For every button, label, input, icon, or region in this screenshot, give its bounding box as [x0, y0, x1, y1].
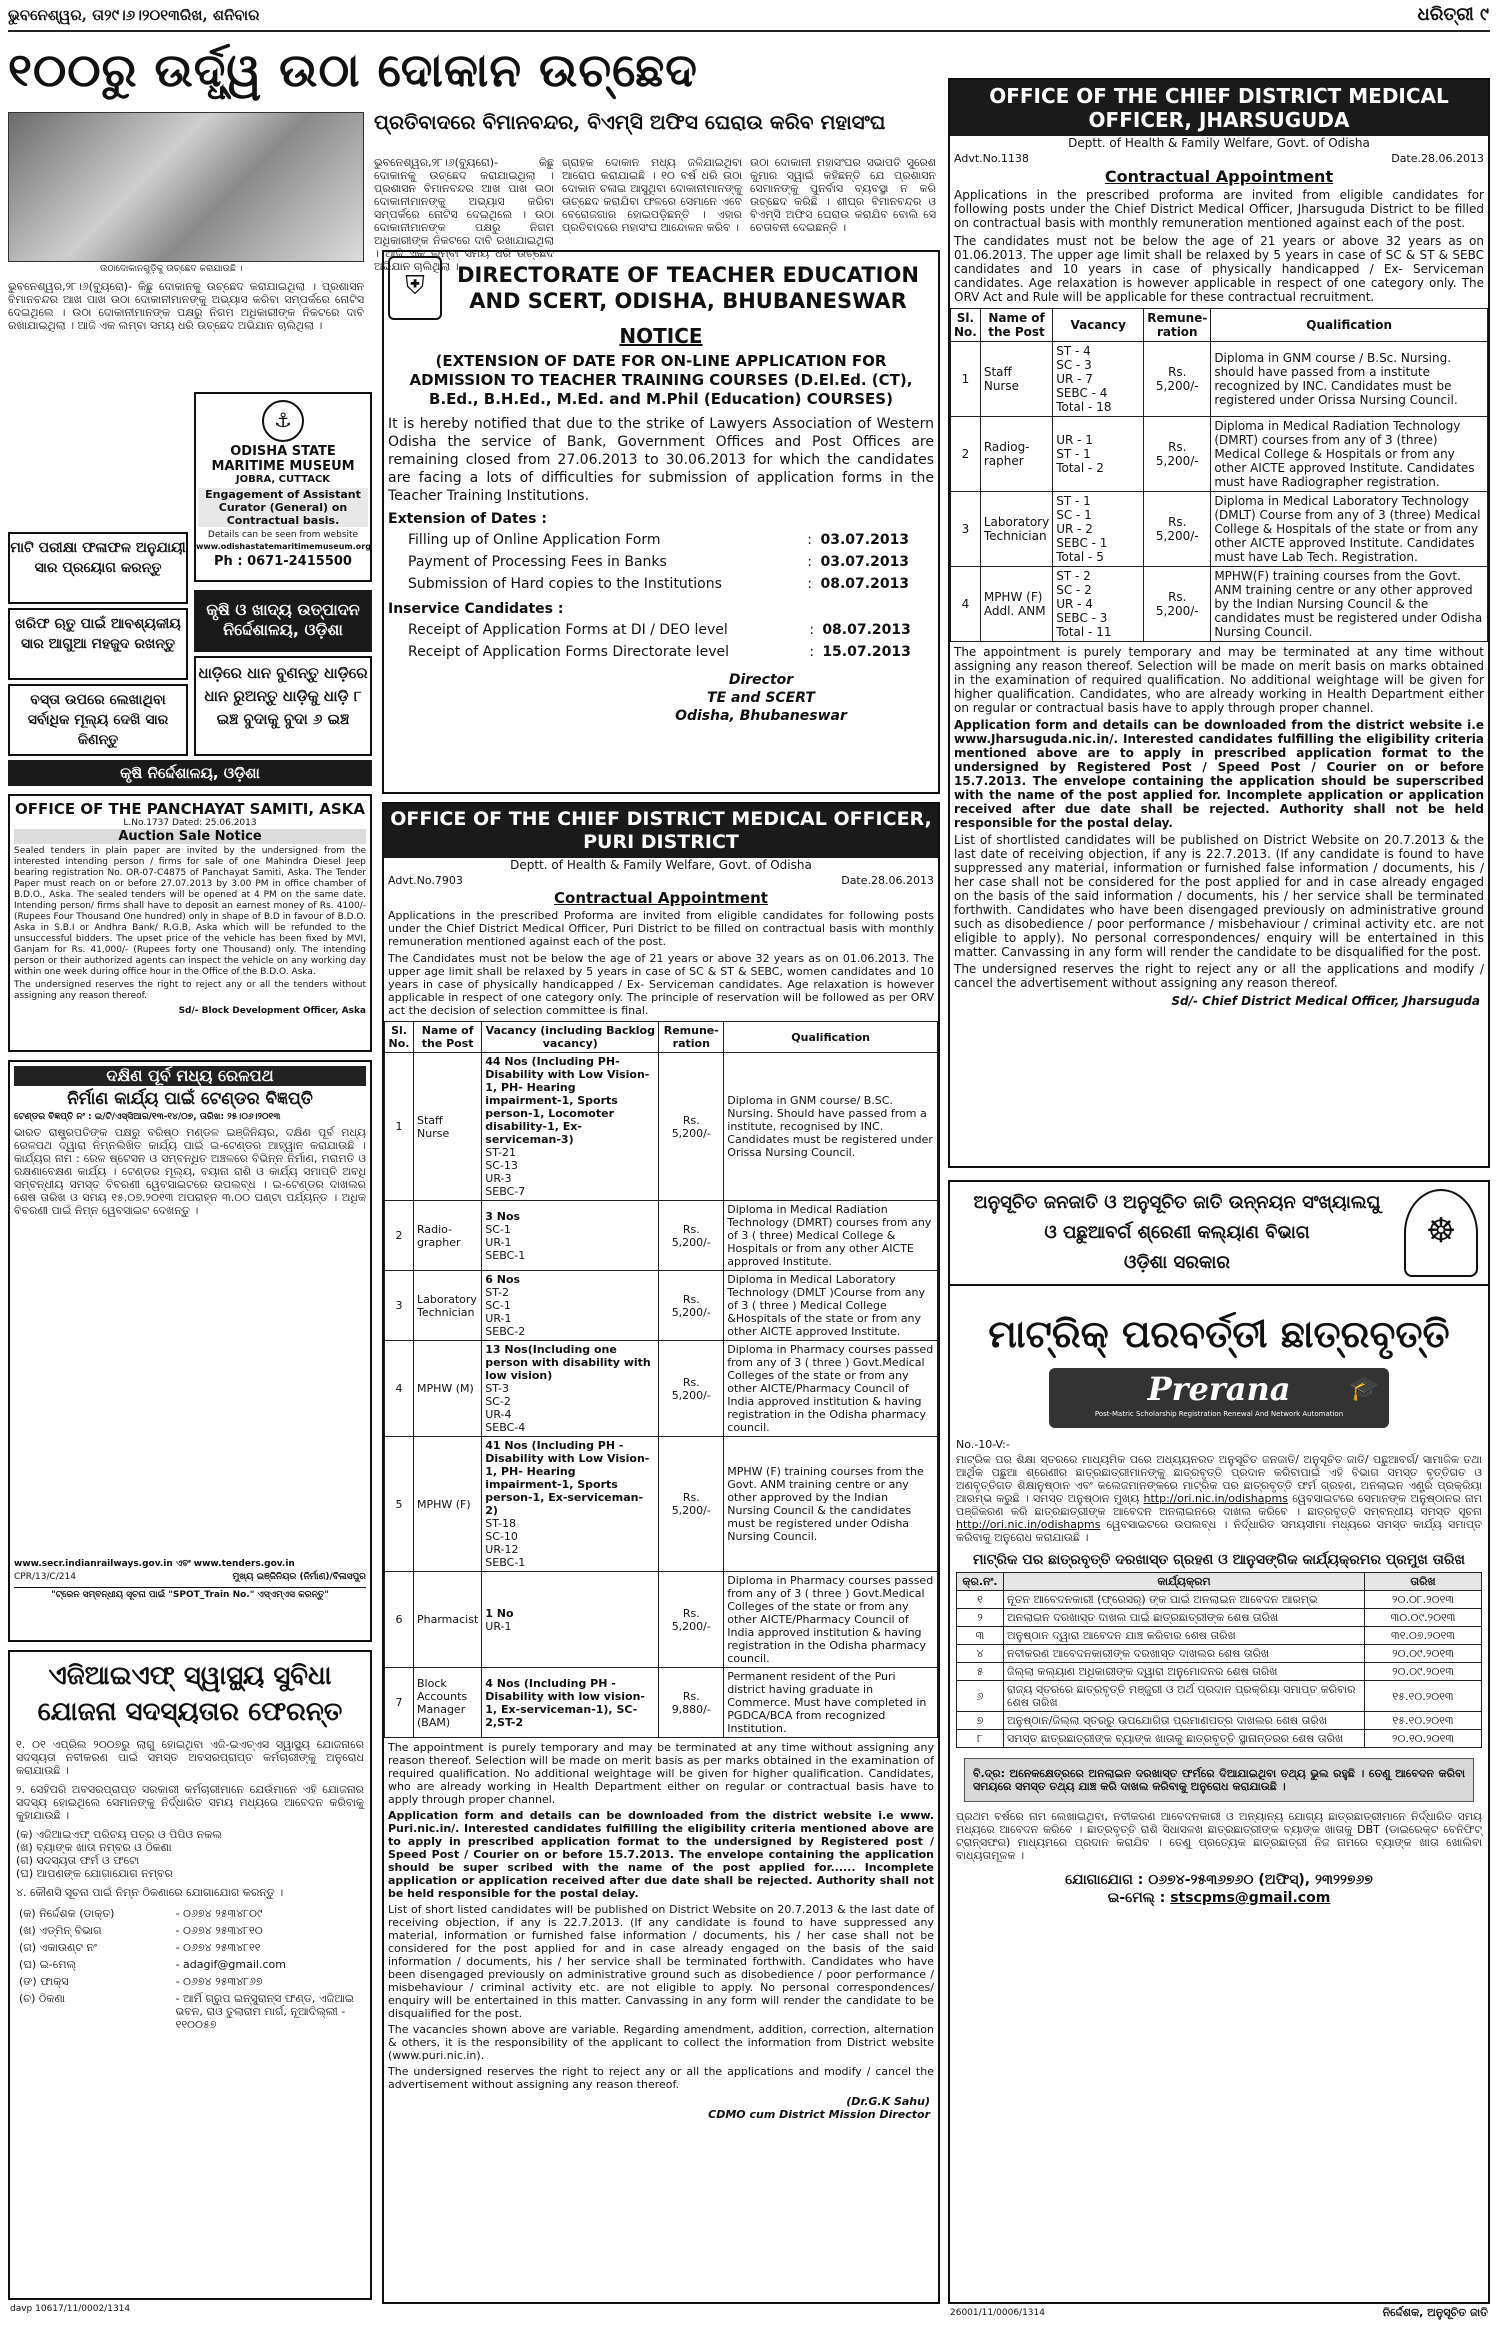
scert-date-label: Submission of Hard copies to the Institutions — [408, 576, 722, 592]
puri-post: MPHW (F) — [414, 1437, 482, 1572]
scert-inservice-date-label: Receipt of Application Forms at DI / DEO level — [408, 622, 728, 638]
sc-row-task: ନବୀକରଣ ଆବେଦନକାରୀଙ୍କ ଦରଖାସ୍ତ ଦାଖଲର ଶେଷ ତାରିଖ — [1004, 1645, 1365, 1663]
jhar-post: Radiog- rapher — [980, 417, 1052, 492]
jhar-sl: 4 — [951, 567, 981, 642]
jhar-qual: Diploma in Medical Laboratory Technology (DMLT) Course from any of 3 (three) Medical College & Hospitals of the state or from any other AICTE approved Institute. Candidates must have Lab Tech. Registration. — [1211, 492, 1488, 567]
sc-row-date: ୨୦.୦୮.୨୦୧୩ — [1365, 1591, 1482, 1609]
aiif-contact-value: - ୦୬୭୪ ୨୫୩୪୮୦୯ — [175, 1907, 263, 1920]
puri-rem: Rs. 5,200/- — [659, 1271, 724, 1341]
sc-dept3: ଓଡ଼ିଶା ସରକାର — [1124, 1252, 1230, 1273]
table-row — [951, 417, 1488, 492]
jhar-post: Laboratory Technician — [980, 492, 1052, 567]
puri-vacancy: 3 Nos — [485, 1209, 521, 1223]
sc-row-date: ୨୦.୦୯.୨୦୧୩ — [1365, 1663, 1482, 1681]
jhar-qual: Diploma in GNM course / B.Sc. Nursing. should have passed from a institute recognized by INC. Candidates must be registered under Orissa Nursing Council. — [1211, 342, 1488, 417]
agri-footer: କୃଷି ନିର୍ଦ୍ଦେଶାଳୟ, ଓଡ଼ିଶା — [8, 760, 372, 786]
demolition-photo — [8, 112, 364, 262]
puri-p2: The Candidates must not be below the age of 21 years or above 32 years as on 01.06.2013. The upper age limit shall be relaxed by 5 years in case of SC & ST & SEBC, women candidates and 10 years in case of physically handicapped / Ex- Serviceman candidates. Age relaxation is however applicable in respect of one category only. The principle of reservation will be followed as per ORV act the decision of selection committee is final. — [388, 952, 934, 1017]
puri-col-header: Name of the Post — [414, 1022, 482, 1053]
aiif-contact-key: (କ) ନିର୍ଦ୍ଦେଶକ (ଡାକ୍ତ) — [19, 1907, 115, 1920]
jhar-vacancy: UR - 1 ST - 1 Total - 2 — [1053, 417, 1144, 492]
aiif-contact-value: - ୦୬୭୪ ୨୫୩୪୮୬୭ — [175, 1975, 263, 1988]
aska-subtitle: Auction Sale Notice — [14, 829, 366, 844]
graduation-cap-icon: 🎓 — [1349, 1374, 1379, 1402]
puri-title: OFFICE OF THE CHIEF DISTRICT MEDICAL OFFICER, PURI DISTRICT — [384, 804, 938, 858]
photo-caption: ଉଠାଦୋକାନଗୁଡ଼ିକୁ ଉଚ୍ଛେଦ କରାଯାଉଛି । — [100, 264, 243, 274]
anchor-icon: ⚓ — [262, 400, 304, 442]
jhar-sl: 2 — [951, 417, 981, 492]
aiif-contact-value: - ଆର୍ମି ଗ୍ରୁପ ଇନ୍‌ସୁରାନ୍ସ ଫଣ୍ଡ, ଏଜିଆଇ ଭବନ, ରାଓ ତୁଲାରାମ ମାର୍ଗ, ନୂଆଦିଲ୍ଲୀ - ୧୧୦୦୫୭ — [175, 1992, 354, 2031]
aska-lno: L.No.1737 Dated: 25.06.2013 — [123, 818, 257, 828]
puri-dept: Deptt. of Health & Family Welfare, Govt. of Odisha — [510, 858, 812, 872]
jhar-rem: Rs. 5,200/- — [1144, 492, 1211, 567]
puri-vacancy: 41 Nos (Including PH - Disability with Low Vision-1, PH- Hearing impairment-1, Sports person-1, Ex-serviceman-2) — [485, 1439, 650, 1517]
scert-sign2: TE and SCERT — [707, 690, 815, 706]
prerana-logo — [1049, 1368, 1389, 1428]
puri-col-header: Vacancy (including Backlog vacancy) — [482, 1022, 659, 1053]
agri-slogan: ଧାଡ଼ିରେ ଧାନ ବୁଣନ୍ତୁ ଧାଡ଼ିରେ ଧାନ ରୁଅନ୍ତୁ ଧାଡ଼ିକୁ ଧାଡ଼ି ୮ ଇଞ୍ଚ ବୁଦାକୁ ବୁଦା ୬ ଇଞ୍ଚ — [194, 656, 372, 756]
sc-ref: 26001/11/0006/1314 — [950, 2308, 1045, 2318]
scert-sign3: Odisha, Bhubaneswar — [675, 708, 847, 724]
puri-sl: 1 — [385, 1053, 414, 1201]
jhar-post: MPHW (F) Addl. ANM — [980, 567, 1052, 642]
prerana-subtitle: Post-Matric Scholarship Registration Renewal And Network Automation — [1094, 1410, 1344, 1418]
puri-vacancy: 44 Nos (Including PH- Disability with Low Vision-1, PH- Hearing impairment-1, Sports person-1, Locomoter disability-1, Ex-serviceman-3) — [485, 1055, 650, 1146]
sc-row-no: ୫ — [957, 1663, 1004, 1681]
sc-intro3: ୱେବସାଇଟରେ ଉପଲବ୍ଧ । ନିର୍ଦ୍ଧାରିତ ସମୟସୀମା ମଧ୍ୟରେ ସମସ୍ତ କାର୍ଯ୍ୟ ସମାପ୍ତ କରିବାକୁ ଅନୁରୋଧ କରାଯାଉଛି । — [956, 1518, 1483, 1544]
puri-vacancy: 6 Nos — [485, 1273, 521, 1286]
puri-qual: Diploma in Medical Laboratory Technology (DMLT )Course from any of 3 ( three ) Medical College &Hospitals of the state or from any other AICTE approved Institute. — [724, 1271, 938, 1341]
aiif-list-item: (ଘ) ଆପଣଙ୍କ ଯୋଗାଯୋଗ ନମ୍ବର — [16, 1867, 173, 1880]
puri-p4: Application form and details can be downloaded from the district website i.e www. Puri.nic.in/. Interested candidates fulfilling the eligibility criteria mentioned above are to apply in prescribed application format to the undersigned by Registered post / Speed Post / Courier on or before 15.7.2013. The envelope containing the application should be super scribed with the name of the post applied for...... Incomplete application or application received after due date shall be rejected. Authority shall not be held responsible for the postal delay. — [388, 1809, 934, 1900]
sc-intro2: ୱେବସାଇଟରେ ସେମାନଙ୍କ ଅନୁଷ୍ଠାନର ନାମ ପଞ୍ଜିକରଣ କରି ଛାତ୍ରଛାତ୍ରୀଙ୍କ ଆବେଦନ ଅନଲାଇନରେ ଦାଖଲ କରିବେ । ଛାତ୍ରବୃତ୍ତି ସମ୍ବନ୍ଧୀୟ ସମସ୍ତ ସୂଚନା — [956, 1492, 1482, 1518]
table-row — [385, 1201, 938, 1271]
sc-row-date: ୨୦.୧୦.୨୦୧୩ — [1365, 1730, 1482, 1748]
puri-vacancy: 1 No — [485, 1606, 514, 1620]
table-row — [385, 1053, 938, 1201]
masthead-rule — [8, 30, 1490, 32]
puri-rem: Rs. 5,200/- — [659, 1341, 724, 1437]
puri-p5: List of short listed candidates will be published on District Website on 20.7.2013 & the last date of receiving objection, if any is 22.7.2013. (If any candidate is found to have suppressed any material, information or furnished false information / documents, his / her case shall not be considered for the post applied for and in case already engaged on the basis of the said information / documents, his / her service shall be terminated forthwith. Candidates who have been disengaged previously on administrative ground such as disobedience / poor performance / misbehaviour / criminal activity etc. are not eligible to apply. No personal correspondences/ enquiry will be entertained in this matter. Canvassing in any form will render the candidate to be disqualified for the post. — [388, 1903, 934, 2020]
jhar-table — [950, 308, 1488, 642]
railway-ref: ଟେଣ୍ଡର ବିଜ୍ଞପ୍ତି ନଂ : ଇ/ଟି/ଏସ୍‌ସିଆର/୧୩-୧୪/୦୭, ତାରିଖ: ୨୫।୦୬।୨୦୧୩ — [14, 1112, 281, 1122]
aiif-p1: ୧. ୦୧ ଏପ୍ରିଲ ୨୦୦୭ରୁ ଲାଗୁ ହୋଇଥିବା ଏଜି-ଇଏଚ୍‌ଏସ ସ୍ୱାସ୍ଥ୍ୟ ଯୋଜନାରେ ସଦସ୍ୟତା ନବୀକରଣ ପାଇଁ ସମସ୍ତ ଅବସରପ୍ରାପ୍ତ କର୍ମଚାରୀଙ୍କୁ ଅନୁରୋଧ କରାଯାଉଛି । — [16, 1738, 364, 1777]
railway-subtitle: ନିର୍ମାଣ କାର୍ଯ୍ୟ ପାଇଁ ଟେଣ୍ଡର ବିଜ୍ଞପ୍ତି — [67, 1089, 313, 1109]
sc-table-title: ମାଟ୍ରିକ ପର ଛାତ୍ରବୃତ୍ତି ଦରଖାସ୍ତ ଗ୍ରହଣ ଓ ଆନୁସଙ୍ଗିକ କାର୍ଯ୍ୟକ୍ରମର ପ୍ରମୁଖ ତାରିଖ — [973, 1552, 1465, 1568]
puri-post: Pharmacist — [414, 1572, 482, 1668]
puri-vacancy-split: ST-18 SC-10 UR-12 SEBC-1 — [485, 1517, 526, 1569]
jhar-title: OFFICE OF THE CHIEF DISTRICT MEDICAL OFFICER, JHARSUGUDA — [950, 80, 1488, 136]
aska-notice — [8, 794, 372, 1052]
jhar-dept: Deptt. of Health & Family Welfare, Govt. of Odisha — [1068, 136, 1370, 150]
sc-row-no: ୪ — [957, 1645, 1004, 1663]
puri-vacancy-split: ST-2 SC-1 UR-1 SEBC-2 — [485, 1286, 526, 1338]
puri-heading: Contractual Appointment — [554, 889, 768, 907]
scert-date-label: Payment of Processing Fees in Banks — [408, 554, 667, 570]
sc-dept2: ଓ ପଛୁଆବର୍ଗ ଶ୍ରେଣୀ କଲ୍ୟାଣ ବିଭାଗ — [1044, 1222, 1310, 1243]
jhar-p6: The undersigned reserves the right to reject any or all the applications and modify / cancel the advertisement without assigning any reason thereof. — [954, 962, 1484, 990]
jhar-col-header: Vacancy — [1053, 309, 1144, 342]
puri-col-header: Remune- ration — [659, 1022, 724, 1053]
scert-title: DIRECTORATE OF TEACHER EDUCATION AND SCERT, ODISHA, BHUBANESWAR — [457, 263, 919, 313]
aiif-contact-key: (ଗ) ଏକାଉଣ୍ଟ ନଂ — [19, 1941, 97, 1954]
sc-row-date: ୧୫.୧୦.୨୦୧୩ — [1365, 1712, 1482, 1730]
sc-scheme: ମାଟ୍ରିକ୍ ପରବର୍ତ୍ତୀ ଛାତ୍ରବୃତ୍ତି — [988, 1311, 1450, 1356]
table-row — [957, 1627, 1482, 1645]
jhar-col-header: Name of the Post — [980, 309, 1052, 342]
museum-ad — [194, 392, 372, 582]
jhar-col-header: Sl. No. — [951, 309, 981, 342]
aiif-p4: ୪. କୌଣସି ସୂଚନା ପାଇଁ ନିମ୍ନ ଠିକଣାରେ ଯୋଗାଯୋଗ କରନ୍ତୁ । — [16, 1886, 284, 1899]
museum-details: Details can be seen from website — [207, 530, 359, 540]
jhar-sign: Sd/- Chief District Medical Officer, Jharsuguda — [1171, 994, 1480, 1008]
jhar-heading: Contractual Appointment — [1104, 167, 1334, 186]
table-row — [957, 1681, 1482, 1712]
railway-sign: ମୁଖ୍ୟ ଇଞ୍ଜିନିୟର (ନିର୍ମାଣ)/ବିଳାସପୁର — [232, 1572, 366, 1582]
puri-rem: Rs. 5,200/- — [659, 1437, 724, 1572]
aiif-contact-key: (ଘ) ଇ-ମେଲ୍ — [19, 1958, 77, 1971]
sc-row-task: ଅନୁଷ୍ଠାନ/ଜିଲ୍ଲା ସ୍ତରରୁ ଉପଯୋଗିତା ପ୍ରମାଣପତ୍ର ଦାଖଲର ଶେଷ ତାରିଖ — [1004, 1712, 1365, 1730]
puri-col-header: Qualification — [724, 1022, 938, 1053]
puri-rem: Rs. 5,200/- — [659, 1572, 724, 1668]
museum-phone: Ph : 0671-2415500 — [214, 554, 352, 569]
puri-vacancy: 4 Nos (Including PH - Disability with low vision-1, Ex-serviceman-1), SC-2,ST-2 — [485, 1676, 645, 1729]
aiif-list-item: (ଖ) ବ୍ୟାଙ୍କ ଖାତା ନମ୍ବର ଓ ଠିକଣା — [16, 1841, 172, 1854]
scholarship-notice — [948, 1180, 1490, 2304]
jhar-rem: Rs. 5,200/- — [1144, 417, 1211, 492]
scert-notice-label: NOTICE — [619, 324, 703, 348]
sc-email[interactable]: stscpms@gmail.com — [1170, 1890, 1331, 1906]
aska-body: Sealed tenders in plain paper are invited by the undersigned from the interested intending person / firms for sale of one Mahindra Diesel Jeep bearing registration No. OR-07-C4875 of Panchayat Samiti, Aska. The Tender Paper must reach on or before 27.07.2013 by 3.00 PM in office chamber of B.D.O., Aska. The sealed tenders will be opened at 4 PM on the same date. Intending person/ firms shall have to deposit an earnest money of Rs. 4100/- (Rupees Four Thousand One hundred) only in shape of B.D in favour of B.D.O. Aska in S.B.I or Andhra Bank/ R.G.B, Aska which will be refunded to the unsuccessful bidders. The upset price of the vehicle has been fixed by MVI, Ganjam for Rs. 41,000/- (Rupees forty one Thousand) only. The intending person or their authorized agents can inspect the vehicle on any working day within one week during office hour in the Office of the B.D.O. Aska. — [14, 846, 366, 977]
sc-row-task: ନୂତନ ଆବେଦନକାରୀ (ଫ୍ରେସର୍) ଙ୍କ ପାଇଁ ଅନଲାଇନ ଆବେଦନ ଆରମ୍ଭ — [1004, 1591, 1365, 1609]
puri-table — [384, 1021, 938, 1738]
museum-website: www.odishastatemaritimemuseum.org — [196, 542, 371, 551]
scert-date-value: 03.07.2013 — [820, 554, 910, 570]
puri-post: MPHW (M) — [414, 1341, 482, 1437]
puri-advt: Advt.No.7903 — [388, 874, 463, 887]
table-row — [951, 567, 1488, 642]
news-col1: ଭୁବନେଶ୍ୱର,୨୮।୬(ବ୍ୟୁରୋ)- କିଛୁ ଦୋକାନକୁ ଉଚ୍ଛେଦ କରାଯାଇଥିଲା । ପ୍ରଶାସନ ବିମାନବନ୍ଦର ଆଖ ପାଖ ଉଠା ଦୋକାନୀମାନଙ୍କୁ ଅଭ୍ୟାସ କରିବା ସମ୍ପର୍କରେ ନୋଟିସ ଦେଇଥିଲେ । ଉଠା ଦୋକାନୀମାନଙ୍କ ପକ୍ଷରୁ ନିଗମ ଅଧିକାରୀଙ୍କ ନିକଟରେ ଦାବି ରଖାଯାଇଥିଲା । ଆଜି ଏକ ଲମ୍ବା ସମୟ ଧରି ଉଚ୍ଛେଦ ଅଭିଯାନ ଚାଲିଥିଲା । — [374, 156, 554, 273]
puri-notice — [382, 802, 940, 2304]
news-col2: ଗ୍ରାହକ ଦୋକାନ ମଧ୍ୟ ଜଳିଯାଇଥିବା ଆରୋପ କରାଯାଇଛି । ୧୦ ବର୍ଷ ଧରି ଉଠା ଦୋକାନ ଚଳାଇ ଆସୁଥିବା ଦୋକାନୀମାନଙ୍କୁ ଉଚ୍ଛେଦ କରାଯିବା ଫଳରେ ସେମାନେ ଏବେ ବେରୋଜଗାର ହୋଇପଡ଼ିଛନ୍ତି । ଏହାର ପ୍ରତିବାଦରେ ମହାସଂଘ ଆନ୍ଦୋଳନ କରିବ । — [562, 156, 742, 234]
jhar-vacancy: ST - 4 SC - 3 UR - 7 SEBC - 4 Total - 18 — [1053, 342, 1144, 417]
jhar-p3: The appointment is purely temporary and may be terminated at any time without assigning any reason thereof. Selection will be made on merit basis on marks obtained in the examination of required qualification. No additional weightage will be given for higher qualification. Candidates, who are already working in Health Department either on regular or contractual basis have to apply through proper channel. — [954, 645, 1484, 715]
sc-row-no: ୬ — [957, 1681, 1004, 1712]
puri-qual: Diploma in GNM course/ B.SC. Nursing. Should have passed from a institute, recognised by INC. Candidates must be registered under Orissa Nursing Council. — [724, 1053, 938, 1201]
museum-title: ODISHA STATE MARITIME MUSEUM — [211, 444, 355, 474]
railway-title: ଦକ୍ଷିଣ ପୂର୍ବ ମଧ୍ୟ ରେଳପଥ — [14, 1066, 366, 1086]
table-row — [957, 1591, 1482, 1609]
railway-tender — [8, 1060, 372, 1642]
agri-line1: ମାଟି ପରୀକ୍ଷା ଫଳାଫଳ ଅନୁଯାୟୀ ସାର ପ୍ରୟୋଗ କରନ୍ତୁ — [8, 532, 188, 604]
table-row — [951, 342, 1488, 417]
scert-body: It is hereby notified that due to the strike of Lawyers Association of Western Odisha the service of Bank, Government Offices and Post Offices are remaining closed from 27.06.2013 to 30.06.2013 for which the candidates are facing a lots of difficulties for submission of application forms in the Teacher Training Institutions. — [388, 416, 934, 504]
puri-p7: The undersigned reserves the right to reject any or all the applications and modify / cancel the advertisement without assigning any reason thereof. — [388, 2065, 934, 2091]
table-row — [385, 1668, 938, 1738]
puri-post: Laboratory Technician — [414, 1271, 482, 1341]
puri-sl: 5 — [385, 1437, 414, 1572]
railway-cpr: CPR/13/C/214 — [14, 1572, 76, 1582]
jhar-col-header: Remune- ration — [1144, 309, 1211, 342]
scert-emblem-icon: ⛨ — [388, 256, 442, 320]
puri-sign2: CDMO cum District Mission Director — [708, 2108, 930, 2121]
puri-rem: Rs. 5,200/- — [659, 1053, 724, 1201]
jhar-vacancy: ST - 1 SC - 1 UR - 2 SEBC - 1 Total - 5 — [1053, 492, 1144, 567]
table-row — [385, 1437, 938, 1572]
sc-email-label: ଇ-ମେଲ୍ : — [1107, 1890, 1166, 1906]
sc-row-task: ଅନୁଷ୍ଠାନ ଦ୍ୱାରା ଆବେଦନ ଯାଞ୍ଚ କରିବାର ଶେଷ ତାରିଖ — [1004, 1627, 1365, 1645]
railway-body: ଭାରତ ରାଷ୍ଟ୍ରପତିଙ୍କ ପକ୍ଷରୁ ବରିଷ୍ଠ ମଣ୍ଡଳ ଇଞ୍ଜିନିୟର, ଦକ୍ଷିଣ ପୂର୍ବ ମଧ୍ୟ ରେଳପଥ ଦ୍ୱାରା ନିମ୍ନଲିଖିତ କାର୍ଯ୍ୟ ପାଇଁ ଇ-ଟେଣ୍ଡର ଆହ୍ୱାନ କରାଯାଉଛି । କାର୍ଯ୍ୟର ନାମ : ରେଳ ଷ୍ଟେସନ ଓ ସମ୍ବନ୍ଧିତ ଅଞ୍ଚଳରେ ବିଭିନ୍ନ ନିର୍ମାଣ, ମରାମତି ଓ ରକ୍ଷଣାବେକ୍ଷଣ କାର୍ଯ୍ୟ । ଟେଣ୍ଡର ମୂଲ୍ୟ, ବୟାନା ରାଶି ଓ କାର୍ଯ୍ୟ ସମାପ୍ତି ଅବଧି ସମ୍ବନ୍ଧୀୟ ସମସ୍ତ ବିବରଣୀ ୱେବସାଇଟରେ ଉପଲବ୍ଧ । ଇ-ଟେଣ୍ଡର ଦାଖଲର ଶେଷ ତାରିଖ ଓ ସମୟ ୧୫.୦୭.୨୦୧୩ ଅପରାହ୍ନ ୩.୦୦ ଘଣ୍ଟା ପର୍ଯ୍ୟନ୍ତ । ଅଧିକ ବିବରଣୀ ପାଇଁ ନିମ୍ନ ୱେବସାଇଟ ଦେଖନ୍ତୁ । — [14, 1126, 366, 1217]
jhar-p4: Application form and details can be downloaded from the district website i.e www.Jharsuguda.nic.in/. Interested candidates fulfilling the eligibility criteria mentioned above are to apply in prescribed application format to the undersigned by Registered Post / Speed Post / Courier on or before 15.7.2013. The envelope containing the application should be superscribed with the name of the post applied for. Incomplete application or application received after due date shall be rejected. Authority shall not be held responsible for the postal delay. — [954, 718, 1484, 830]
scert-inservice-label: Inservice Candidates : — [388, 601, 564, 617]
jhar-rem: Rs. 5,200/- — [1144, 342, 1211, 417]
scert-date-label: Filling up of Online Application Form — [408, 532, 661, 548]
puri-p6: The vacancies shown above are variable. Regarding amendment, addition, correction, alternation & others, it is the responsibility of the applicant to collect the information from District website (www.puri.nic.in). — [388, 2023, 934, 2062]
sc-row-no: ୨ — [957, 1609, 1004, 1627]
jhar-vacancy: ST - 2 SC - 2 UR - 4 SEBC - 3 Total - 11 — [1053, 567, 1144, 642]
sc-row-date: ୧୫.୧୦.୨୦୧୩ — [1365, 1681, 1482, 1712]
puri-rem: Rs. 9,880/- — [659, 1668, 724, 1738]
news-col3: ଉଠା ଦୋକାନୀ ମହାସଂଘର ସଭାପତି ସୁରେଶ କୁମାର ସ୍ୱାଇଁ କହିଛନ୍ତି ଯେ ପ୍ରଶାସନ ସେମାନଙ୍କୁ ପୁନର୍ବାସ ବ୍ୟବସ୍ଥା ନ କରି ଉଚ୍ଛେଦ କରିଛି । ଶୀଘ୍ର ବିମାନବନ୍ଦର ଓ ବିଏମ୍‌ସି ଅଫିସ ଘେରାଉ କରାଯିବ ବୋଲି ସେ ଚେତାବନୀ ଦେଇଛନ୍ତି । — [750, 156, 936, 234]
puri-qual: Permanent resident of the Puri district having graduate in Commerce. Must have completed in PGDCA/BCA from recognized Institution. — [724, 1668, 938, 1738]
aiif-list-item: (କ) ଏଜିଆଇଏଫ୍ ପରିଚୟ ପତ୍ର ଓ ପିପିଓ ନକଲ — [16, 1828, 222, 1841]
aiif-notice — [8, 1650, 372, 2300]
sc-contact: ଯୋଗାଯୋଗ : ୦୬୭୪-୨୫୩୬୭୬୦ (ଅଫିସ୍), ୨୩୨୨୭୬୭ — [1065, 1872, 1373, 1888]
aska-title: OFFICE OF THE PANCHAYAT SAMITI, ASKA — [15, 800, 365, 818]
aiif-contact-key: (ଚ) ଠିକଣା — [19, 1992, 66, 2005]
headline-main: ୧୦୦ରୁ ଉର୍ଦ୍ଧ୍ୱ ଉଠା ଦୋକାନ ଉଚ୍ଛେଦ — [8, 43, 698, 97]
odisha-emblem-icon: ☸ — [1404, 1189, 1478, 1277]
puri-sl: 4 — [385, 1341, 414, 1437]
aiif-contact-value: - ୦୬୭୪ ୨୫୩୪୮୧୦ — [175, 1924, 263, 1937]
railway-websites: www.secr.indianrailways.gov.in ଏବଂ www.tenders.gov.in — [14, 1559, 295, 1569]
table-row — [957, 1645, 1482, 1663]
news-left-body: ଭୁବନେଶ୍ୱର,୨୮।୬(ବ୍ୟୁରୋ)- କିଛୁ ଦୋକାନକୁ ଉଚ୍ଛେଦ କରାଯାଇଥିଲା । ପ୍ରଶାସନ ବିମାନବନ୍ଦର ଆଖ ପାଖ ଉଠା ଦୋକାନୀମାନଙ୍କୁ ଅଭ୍ୟାସ କରିବା ସମ୍ପର୍କରେ ନୋଟିସ ଦେଇଥିଲେ । ଉଠା ଦୋକାନୀମାନଙ୍କ ପକ୍ଷରୁ ନିଗମ ଅଧିକାରୀଙ୍କ ନିକଟରେ ଦାବି ରଖାଯାଇଥିଲା । ଆଜି ଏକ ଲମ୍ବା ସମୟ ଧରି ଉଚ୍ଛେଦ ଅଭିଯାନ ଚାଲିଥିଲା । — [8, 280, 364, 332]
sc-note: ବି.ଦ୍ର: ଅନେକକ୍ଷେତ୍ରରେ ଅନଲାଇନ ଦରଖାସ୍ତ ଫର୍ମରେ ଦିଆଯାଇଥିବା ତଥ୍ୟ ଭୁଲ ରହୁଛି । ତେଣୁ ଆବେଦନ କରିବା ସମୟରେ ସମସ୍ତ ତଥ୍ୟ ଯାଞ୍ଚ କରି ଦାଖଲ କରିବାକୁ ଅନୁରୋଧ କରାଯାଉଛି । — [964, 1758, 1474, 1802]
scert-date-value: 03.07.2013 — [820, 532, 910, 548]
table-row — [385, 1572, 938, 1668]
sc-row-date: ୩୧.୦୭.୨୦୧୩ — [1365, 1627, 1482, 1645]
scert-inservice-date: 15.07.2013 — [822, 644, 911, 660]
puri-qual: Diploma in Pharmacy courses passed from any of 3 ( three ) Govt.Medical Colleges of the state or from any other AICTE/Pharmacy Council of India approved institution & having registration in the Odisha pharmacy council. — [724, 1341, 938, 1437]
jhar-p5: List of shortlisted candidates will be published on District Website on 20.7.2013 & the last date of receiving objection, if any is 22.7.2013. (If any candidate is found to have suppressed any material, information or furnished false information / documents, his / her case shall not be considered for the post applied for and in case already engaged on the basis of the said information / documents, his / her service shall be terminated forthwith. Candidates who have been disengaged previously on administrative ground such as disobedience / poor performance / misbehaviour / criminal activity etc. are not eligible to apply). No personal correspondences/ enquiry will be entertained in this matter. Canvassing in any form will render the candidate to be disqualified for the post. — [954, 833, 1484, 959]
museum-place: JOBRA, CUTTACK — [235, 474, 331, 485]
sc-no: No.-10-V:- — [956, 1438, 1010, 1451]
puri-vacancy: 13 Nos(Including one person with disability with low vision) — [485, 1343, 651, 1382]
sc-row-date: ୨୦.୦୯.୨୦୧୩ — [1365, 1645, 1482, 1663]
puri-sl: 3 — [385, 1271, 414, 1341]
scert-inservice-date-label: Receipt of Application Forms Directorate level — [408, 644, 730, 660]
sc-intro: ମାଟ୍ରିକ ପର ଶିକ୍ଷା ସ୍ତରରେ ମାଧ୍ୟମିକ ପରେ ଅଧ୍ୟୟନରତ ଅନୁସୂଚିତ ଜନଜାତି/ ଅନୁସୂଚିତ ଜାତି/ ପଛୁଆବର୍ଗ/ ସାମାଜିକ ତଥା ଆର୍ଥିକ ପଛୁଆ ଶ୍ରେଣୀର ଛାତ୍ରଛାତ୍ରୀମାନଙ୍କୁ ଛାତ୍ରବୃତ୍ତି ପ୍ରଦାନ କରିବାପାଇଁ ଏହି ବିଭାଗ ସମସ୍ତ ବୃତ୍ତିଗତ ଓ ଅଣବୃତ୍ତିଗତ ଶିକ୍ଷାନୁଷ୍ଠାନ ଏବଂ କଲେଜମାନଙ୍କରେ ମାଟ୍ରିକ ପର ଛାତ୍ରବୃତ୍ତି ଫର୍ମ ଗ୍ରହଣ, ଅନଲାଇନ ଏଣ୍ଟ୍ରି ପ୍ରକ୍ରିୟା ଆରମ୍ଭ କରୁଛି । ସମସ୍ତ ଅନୁଷ୍ଠାନ ମୁଖ୍ୟ — [956, 1453, 1482, 1505]
jhar-p1: Applications in the prescribed proforma are invited from eligible candidates for following posts under the Chief District Medical Officer, Jharsuguda District to be filled on contractual basis with monthly remuneration mentioned against each of the post. — [954, 188, 1484, 230]
aska-sign: Sd/- Block Development Officer, Aska — [178, 1006, 366, 1016]
sc-url2[interactable]: http://ori.nic.in/odishapms — [956, 1518, 1101, 1531]
puri-qual: Diploma in Pharmacy courses passed from any of 3 ( three ) Govt.Medical Colleges of the state or from any other AICTE/Pharmacy Council of India approved institution & having registration in the Odisha pharmacy council. — [724, 1572, 938, 1668]
agri-line3: ବସ୍ତା ଉପରେ ଲେଖାଥିବା ସର୍ବାଧିକ ମୂଲ୍ୟ ଦେଖି ସାର କିଣନ୍ତୁ — [8, 684, 188, 756]
sc-row-task: ସମସ୍ତ ଛାତ୍ରଛାତ୍ରୀଙ୍କ ବ୍ୟାଙ୍କ ଖାତାକୁ ଛାତ୍ରବୃତ୍ତି ସ୍ଥାନାନ୍ତରର ଶେଷ ତାରିଖ — [1004, 1730, 1365, 1748]
jhar-p2: The candidates must not be below the age of 21 years or above 32 years as on 01.06.2013. The upper age limit shall be relaxed by 5 years in case of SC & ST & SEBC candidates and 10 years in case of physically handicapped / Ex- Serviceman candidates. Age relaxation is however applicable in respect of one category only. The ORV Act and Rule will be applicable for these contractual recruitment. — [954, 234, 1484, 304]
aiif-contact-value: - ୦୬୭୪ ୨୫୩୪୮୧୧ — [175, 1941, 261, 1954]
jhar-sl: 3 — [951, 492, 981, 567]
sc-sign: ନିର୍ଦ୍ଦେଶକ, ଅନୁସୂଚିତ ଜାତି — [1382, 2306, 1488, 2319]
aiif-title: ଏଜିଆଇଏଫ୍ ସ୍ୱାସ୍ଥ୍ୟ ସୁବିଧା ଯୋଜନା ସଦସ୍ୟତାର ଫେରନ୍ତ — [37, 1661, 343, 1727]
railway-footer: "ଟ୍ରେନ ସମ୍ବନ୍ଧୀୟ ସୂଚନା ପାଇଁ "SPOT_Train No." ଏସ୍‌ଏମ୍‌ଏସ କରନ୍ତୁ" — [14, 1587, 366, 1601]
puri-vacancy-split: ST-21 SC-13 UR-3 SEBC-7 — [485, 1146, 526, 1198]
agri-line2: ଖରିଫ ଋତୁ ପାଇଁ ଆବଶ୍ୟକୀୟ ସାର ଆଗୁଆ ମହଜୁଦ ରଖନ୍ତୁ — [8, 608, 188, 680]
sc-row-date: ୩୦.୦୯.୨୦୧୩ — [1365, 1609, 1482, 1627]
puri-sl: 6 — [385, 1572, 414, 1668]
sc-body: ପ୍ରଥମ ବର୍ଷରେ ନାମ ଲେଖାଇଥିବା, ନବୀକରଣ ଆବେଦନକାରୀ ଓ ଅନ୍ୟାନ୍ୟ ଯୋଗ୍ୟ ଛାତ୍ରଛାତ୍ରୀମାନେ ନିର୍ଦ୍ଧାରିତ ସମୟ ମଧ୍ୟରେ ଆବେଦନ କରିବେ । ଛାତ୍ରବୃତ୍ତି ରାଶି ସିଧାସଳଖ ଛାତ୍ରଛାତ୍ରୀଙ୍କ ବ୍ୟାଙ୍କ ଖାତାକୁ DBT (ଡାଇରେକ୍ଟ ବେନିଫିଟ୍ ଟ୍ରାନ୍ସଫର) ମାଧ୍ୟମରେ ପ୍ରଦାନ କରାଯିବ । ତେଣୁ ପ୍ରତ୍ୟେକ ଛାତ୍ରଛାତ୍ରୀ ନିଜ ନାମରେ ବ୍ୟାଙ୍କ ଖାତା ଖୋଲିବା ବାଧ୍ୟତାମୂଳକ । — [956, 1810, 1482, 1862]
aiif-contact-value: - adagif@gmail.com — [175, 1958, 286, 1971]
puri-vacancy-split: UR-1 — [485, 1619, 512, 1633]
jhar-date: Date.28.06.2013 — [1391, 152, 1484, 165]
puri-rem: Rs. 5,200/- — [659, 1201, 724, 1271]
jhar-qual: Diploma in Medical Radiation Technology (DMRT) courses from any of 3 (three) Medical College & Hospitals or from any other AICTE approved Institute. Candidates must have Radiographer registration. — [1211, 417, 1488, 492]
puri-qual: MPHW (F) training courses from the Govt. ANM training centre or any other approved by the Indian Nursing Council & the candidates must be registered under Odisha Nursing Council. — [724, 1437, 938, 1572]
table-row — [385, 1271, 938, 1341]
aiif-contact-key: (ଖ) ଏଡ୍‌ମିନ୍ ବିଭାଗ — [19, 1924, 102, 1937]
puri-qual: Diploma in Medical Radiation Technology (DMRT) courses from any of 3 ( three) Medical College & Hospitals or from any other AICTE approved Institute. — [724, 1201, 938, 1271]
aska-reserve: The undersigned reserves the right to reject any or all the tenders without assigning any reason thereof. — [14, 980, 366, 1001]
sc-table — [956, 1572, 1482, 1748]
aiif-contact-key: (ଙ) ଫାକ୍ସ — [19, 1975, 69, 1988]
sc-row-no: ୧ — [957, 1591, 1004, 1609]
sc-row-no: ୭ — [957, 1712, 1004, 1730]
table-row — [957, 1712, 1482, 1730]
puri-p1: Applications in the prescribed Proforma are invited from eligible candidates for following posts under the Chief District Medical Officer, Puri District to be filled on contractual basis with monthly remuneration mentioned against each of the post. — [388, 909, 934, 948]
jhar-rem: Rs. 5,200/- — [1144, 567, 1211, 642]
sc-row-task: ଜିଲ୍ଲା କଲ୍ୟାଣ ଅଧିକାରୀଙ୍କ ଦ୍ୱାରା ଅନୁମୋଦନର ଶେଷ ତାରିଖ — [1004, 1663, 1365, 1681]
puri-date: Date.28.06.2013 — [841, 874, 934, 887]
sc-col-header: କ୍ର.ନଂ. — [957, 1573, 1004, 1591]
jhar-advt: Advt.No.1138 — [954, 152, 1029, 165]
scert-inservice-date: 08.07.2013 — [822, 622, 911, 638]
prerana-title: Prerana — [1147, 1370, 1291, 1408]
sc-row-task: ରାଜ୍ୟ ସ୍ତରରେ ଛାତ୍ରବୃତ୍ତି ମଞ୍ଜୁରୀ ଓ ଅର୍ଥ ପ୍ରଦାନ ପ୍ରକ୍ରିୟା ସମାପ୍ତ କରିବାର ଶେଷ ତାରିଖ — [1004, 1681, 1365, 1712]
table-row — [957, 1663, 1482, 1681]
sc-dept1: ଅନୁସୂଚିତ ଜନଜାତି ଓ ଅନୁସୂଚିତ ଜାତି ଉନ୍ନୟନ ସଂଖ୍ୟାଲଘୁ — [973, 1192, 1381, 1213]
sc-row-no: ୮ — [957, 1730, 1004, 1748]
masthead-page: ଧରିତ୍ରୀ ୯ — [1417, 4, 1489, 25]
puri-vacancy-split: ST-3 SC-2 UR-4 SEBC-4 — [485, 1382, 526, 1434]
puri-col-header: Sl. No. — [385, 1022, 414, 1053]
puri-vacancy-split: SC-1 UR-1 SEBC-1 — [485, 1222, 526, 1262]
masthead-date: ଭୁବନେଶ୍ୱର, ତା୨୯।୬।୨୦୧୩ରିଖ, ଶନିବାର — [8, 6, 260, 24]
puri-sl: 2 — [385, 1201, 414, 1271]
museum-engagement: Engagement of Assistant Curator (General) on Contractual basis. — [198, 488, 368, 527]
puri-sl: 7 — [385, 1668, 414, 1738]
scert-ext-label: Extension of Dates : — [388, 511, 547, 527]
puri-post: Staff Nurse — [414, 1053, 482, 1201]
puri-post: Block Accounts Manager (BAM) — [414, 1668, 482, 1738]
agri-dept: କୃଷି ଓ ଖାଦ୍ୟ ଉତ୍ପାଦନ ନିର୍ଦ୍ଦେଶାଳୟ, ଓଡ଼ିଶା — [194, 590, 372, 652]
aiif-ref: davp 10617/11/0002/1314 — [10, 2304, 131, 2314]
jhar-col-header: Qualification — [1211, 309, 1488, 342]
aiif-list-item: (ଗ) ସଦସ୍ୟତା ଫର୍ମ ଓ ଫଟୋ — [16, 1854, 140, 1867]
puri-post: Radio- grapher — [414, 1201, 482, 1271]
aiif-p2: ୨. ସେହିପରି ଅବସରପ୍ରାପ୍ତ ସରକାରୀ କର୍ମଚାରୀମାନେ ଯେଉଁମାନେ ଏହି ଯୋଜନାର ସଦସ୍ୟ ହୋଇଥିଲେ ସେମାନଙ୍କୁ ନିର୍ଦ୍ଧାରିତ ସମୟ ମଧ୍ୟରେ ଆବେଦନ କରିବାକୁ କୁହାଯାଉଛି । — [16, 1783, 364, 1822]
jhar-sl: 1 — [951, 342, 981, 417]
sc-row-task: ଅନଲାଇନ ଦରଖାସ୍ତ ଦାଖଲ ପାଇଁ ଛାତ୍ରଛାତ୍ରୀଙ୍କ ଶେଷ ତାରିଖ — [1004, 1609, 1365, 1627]
sc-row-no: ୩ — [957, 1627, 1004, 1645]
jharsuguda-notice — [948, 78, 1490, 1168]
table-row — [385, 1341, 938, 1437]
sc-url1[interactable]: http://ori.nic.in/odishapms — [1143, 1492, 1288, 1505]
puri-p3: The appointment is purely temporary and may be terminated at any time without assigning any reason thereof. Selection will be made on merit basis as per marks obtained in the examination of required qualification. No additional weightage will be given for higher qualification. Candidates, who are already working in Health Department either on regular or contractual basis have to apply through proper channel. — [388, 1741, 934, 1806]
table-row — [957, 1609, 1482, 1627]
jhar-qual: MPHW(F) training courses from the Govt. ANM training centre or any other approved by the Indian Nursing Council & the candidates must be registered under Odisha Nursing Council. — [1211, 567, 1488, 642]
headline-sub: ପ୍ରତିବାଦରେ ବିମାନବନ୍ଦର, ବିଏମ୍‌ସି ଅଫିସ ଘେରାଉ କରିବ ମହାସଂଘ — [374, 110, 886, 134]
scert-date-value: 08.07.2013 — [820, 576, 910, 592]
scert-sign1: Director — [728, 672, 794, 688]
jhar-post: Staff Nurse — [980, 342, 1052, 417]
sc-col-header: ତାରିଖ — [1365, 1573, 1482, 1591]
table-row — [957, 1730, 1482, 1748]
scert-notice: ⛨ DIRECTORATE OF TEACHER EDUCATION AND SCERT, ODISHA, BHUBANESWAR NOTICE (EXTENSION OF DATE FOR ON-LINE APPLICATION FOR ADMISSION TO TEACHER TRAINING COURSES (D.El.Ed. (CT), B.Ed., B.H.Ed., M.Ed. and M.Phil (Education) COURSES) It is hereby notified that due to the strike of Lawyers Association of Western Odisha the service of Bank, Government Offices and Post Offices are remaining closed from 27.06.2013 to 30.06.2013 for which the candidates are facing a lots of difficulties for submission of application forms in the Teacher Training Institutions. Extension of Dates : Filling up of Online Application Form : 03.07.2013 Payment of Processing Fees in Banks : 03.07.2013 Submission of Hard copies to the Institutions : 08.07.2013 Inservice Candidates : Receipt of Application Forms at DI / DEO level : 08.07.2013 Receipt of Application Forms Directorate level : 15.07.2013 Director TE and SCERT Odisha, Bhubaneswar — [382, 250, 940, 794]
puri-sign1: (Dr.G.K Sahu) — [846, 2095, 930, 2108]
scert-extension: (EXTENSION OF DATE FOR ON-LINE APPLICATION FOR ADMISSION TO TEACHER TRAINING COURSES (D.El.Ed. (CT), B.Ed., B.H.Ed., M.Ed. and M.Phil (Education) COURSES) — [409, 352, 913, 408]
table-row — [951, 492, 1488, 567]
sc-col-header: କାର୍ଯ୍ୟକ୍ରମ — [1004, 1573, 1365, 1591]
